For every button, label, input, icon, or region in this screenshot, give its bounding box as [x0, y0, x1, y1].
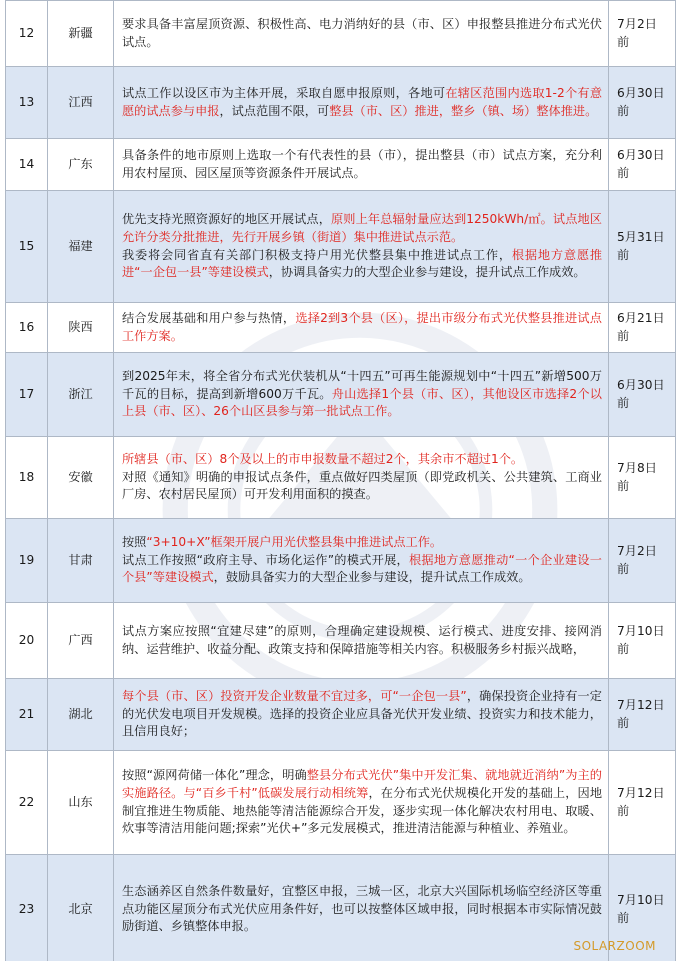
- content-paragraph: [122, 688, 602, 741]
- deadline-cell: 5月31日前: [609, 191, 676, 303]
- table-row: [6, 139, 676, 191]
- policy-content: [114, 139, 609, 191]
- content-paragraph: [122, 247, 602, 282]
- body-text: 试点方案应按照“宜建尽建”的原则，合理确定建设规模、运行模式、进度安排、接网消纳、运营维护、收益分配、政策支持和保障措施等相关内容。积极服务乡村振兴战略，: [122, 623, 602, 656]
- table-row: [6, 519, 676, 603]
- body-text: 到2025年末，将全省分布式光伏装机从“十四五”可再生能源规划中“十四五”新增500万千瓦的目标，提高到新增600万千瓦。: [122, 369, 602, 401]
- row-number: 16: [6, 303, 48, 353]
- row-number: 21: [6, 679, 48, 751]
- content-paragraph: [122, 310, 602, 345]
- row-number: 18: [6, 437, 48, 519]
- table-row: [6, 751, 676, 855]
- body-text: 具备条件的地市原则上选取一个有代表性的县（市），提出整县（市）试点方案，充分利用农村屋顶、园区屋顶等资源条件开展试点。: [122, 147, 602, 180]
- content-paragraph: [122, 211, 602, 246]
- row-number: 14: [6, 139, 48, 191]
- body-text: 生态涵养区自然条件数量好，宜整区申报，三城一区，北京大兴国际机场临空经济区等重点功能区屋顶分布式光伏应用条件好，也可以按整体区域申报，同时根据本市实际情况鼓励街道、乡镇整体申报。: [122, 884, 602, 934]
- highlight-text: 舟山选择1个县（市、区），其他设区市选择2个以上县（市、区）、26个山区县参与第一批试点工作。: [122, 386, 602, 419]
- content-paragraph: [122, 623, 602, 658]
- province-cell: 福建: [48, 191, 114, 303]
- policy-content: [114, 751, 609, 855]
- body-text: 按照“源网荷储一体化”理念，明确: [122, 768, 307, 783]
- row-number: 20: [6, 603, 48, 679]
- policy-content: [114, 679, 609, 751]
- deadline-cell: 7月10日前: [609, 603, 676, 679]
- deadline-cell: 6月30日前: [609, 67, 676, 139]
- highlight-text: 原则上年总辐射量应达到1250kWh/㎡。试点地区允许分类分批推进，先行开展乡镇（街道）集中推进试点示范。: [122, 212, 602, 244]
- deadline-cell: 6月30日前: [609, 353, 676, 437]
- row-number: 22: [6, 751, 48, 855]
- brand-logo-text: SOLARZOOM: [573, 939, 656, 953]
- deadline-cell: 7月10日前: [609, 855, 676, 961]
- body-text: 按照: [122, 535, 147, 550]
- body-text: 我委将会同省直有关部门积极支持户用光伏整县集中推进试点工作，: [122, 247, 512, 262]
- body-text: ，在分布式光伏规模化开发的基础上，因地制宜推进生物质能、地热能等清洁能源综合开发，逐步实现一体化解决农村用电、取暖、炊事等清洁用能问题;探索”光伏+”多元发展模式，推进清洁能源与种植业、养殖业。: [122, 785, 603, 836]
- policy-table: [5, 0, 676, 961]
- highlight-text: 整县分布式光伏”集中开发汇集、就地就近消纳”为主的实施路径。与“百乡千村”低碳发展行动相统筹: [122, 768, 602, 800]
- content-paragraph: [122, 883, 602, 936]
- table-row: [6, 353, 676, 437]
- province-cell: 北京: [48, 855, 114, 961]
- row-number: 17: [6, 353, 48, 437]
- province-cell: 安徽: [48, 437, 114, 519]
- policy-content: [114, 1, 609, 67]
- content-paragraph: [122, 552, 602, 587]
- highlight-text: 根据地方意愿推进“一企包一县”等建设模式: [122, 247, 603, 280]
- policy-content: [114, 855, 609, 961]
- deadline-cell: 7月12日前: [609, 679, 676, 751]
- province-cell: 广西: [48, 603, 114, 679]
- policy-content: [114, 303, 609, 353]
- policy-content: [114, 353, 609, 437]
- table-row: [6, 1, 676, 67]
- deadline-cell: 7月12日前: [609, 751, 676, 855]
- row-number: 23: [6, 855, 48, 961]
- policy-content: [114, 437, 609, 519]
- province-cell: 山东: [48, 751, 114, 855]
- highlight-text: 整县（市、区）推进，整乡（镇、场）整体推进。: [329, 103, 598, 118]
- row-number: 12: [6, 1, 48, 67]
- policy-content: [114, 191, 609, 303]
- body-text: ，协调具备实力的大型企业参与建设，提升试点工作成效。: [268, 265, 586, 280]
- province-cell: 湖北: [48, 679, 114, 751]
- content-paragraph: [122, 85, 602, 120]
- table-row: [6, 437, 676, 519]
- body-text: 试点工作以设区市为主体开展，采取自愿申报原则，各地可: [122, 85, 446, 100]
- deadline-cell: 6月21日前: [609, 303, 676, 353]
- content-paragraph: [122, 469, 602, 504]
- highlight-text: 所辖县（市、区）8个及以上的市申报数量不超过2个，其余市不超过1个。: [122, 452, 524, 467]
- content-paragraph: [122, 16, 602, 51]
- policy-content: [114, 67, 609, 139]
- deadline-cell: 7月2日前: [609, 519, 676, 603]
- content-paragraph: [122, 534, 602, 552]
- row-number: 13: [6, 67, 48, 139]
- body-text: ，鼓励具备实力的大型企业参与建设，提升试点工作成效。: [213, 570, 531, 585]
- content-paragraph: [122, 147, 602, 182]
- deadline-cell: 7月8日前: [609, 437, 676, 519]
- row-number: 15: [6, 191, 48, 303]
- highlight-text: 在辖区范围内选取1-2个有意愿的试点参与申报: [122, 85, 603, 118]
- deadline-cell: 6月30日前: [609, 139, 676, 191]
- body-text: ，确保投资企业持有一定的光伏发电项目开发规模。选择的投资企业应具备光伏开发业绩、投资实力和技术能力，且信用良好；: [122, 689, 602, 739]
- province-cell: 甘肃: [48, 519, 114, 603]
- policy-content: [114, 603, 609, 679]
- province-cell: 浙江: [48, 353, 114, 437]
- province-cell: 陕西: [48, 303, 114, 353]
- policy-content: [114, 519, 609, 603]
- body-text: 优先支持光照资源好的地区开展试点，: [122, 212, 332, 227]
- body-text: 结合发展基础和用户参与热情，: [122, 310, 296, 325]
- row-number: 19: [6, 519, 48, 603]
- body-text: 对照《通知》明确的申报试点条件，重点做好四类屋顶（即党政机关、公共建筑、工商业厂房、农村居民屋顶）可开发利用面积的摸查。: [122, 469, 602, 502]
- content-paragraph: [122, 451, 602, 469]
- highlight-text: “3+10+X”框架开展户用光伏整县集中推进试点工作。: [146, 535, 443, 550]
- highlight-text: 根据地方意愿推动“一个企业建设一个县”等建设模式: [122, 552, 602, 585]
- province-cell: 广东: [48, 139, 114, 191]
- body-text: 要求具备丰富屋顶资源、积极性高、电力消纳好的县（市、区）申报整县推进分布式光伏试点。: [122, 16, 602, 49]
- content-paragraph: [122, 368, 602, 421]
- table-row: [6, 679, 676, 751]
- deadline-cell: 7月2日前: [609, 1, 676, 67]
- highlight-text: 选择2到3个县（区），提出市级分布式光伏整县推进试点工作方案。: [122, 310, 602, 343]
- table-row: [6, 303, 676, 353]
- province-cell: 新疆: [48, 1, 114, 67]
- body-text: 试点工作按照“政府主导、市场化运作”的模式开展，: [122, 552, 409, 567]
- table-row: [6, 191, 676, 303]
- highlight-text: 每个县（市、区）投资开发企业数量不宜过多，可“一企包一县”: [122, 689, 467, 704]
- province-cell: 江西: [48, 67, 114, 139]
- table-row: [6, 67, 676, 139]
- body-text: ，试点范围不限，可: [219, 103, 330, 118]
- content-paragraph: [122, 767, 602, 837]
- table-row: [6, 603, 676, 679]
